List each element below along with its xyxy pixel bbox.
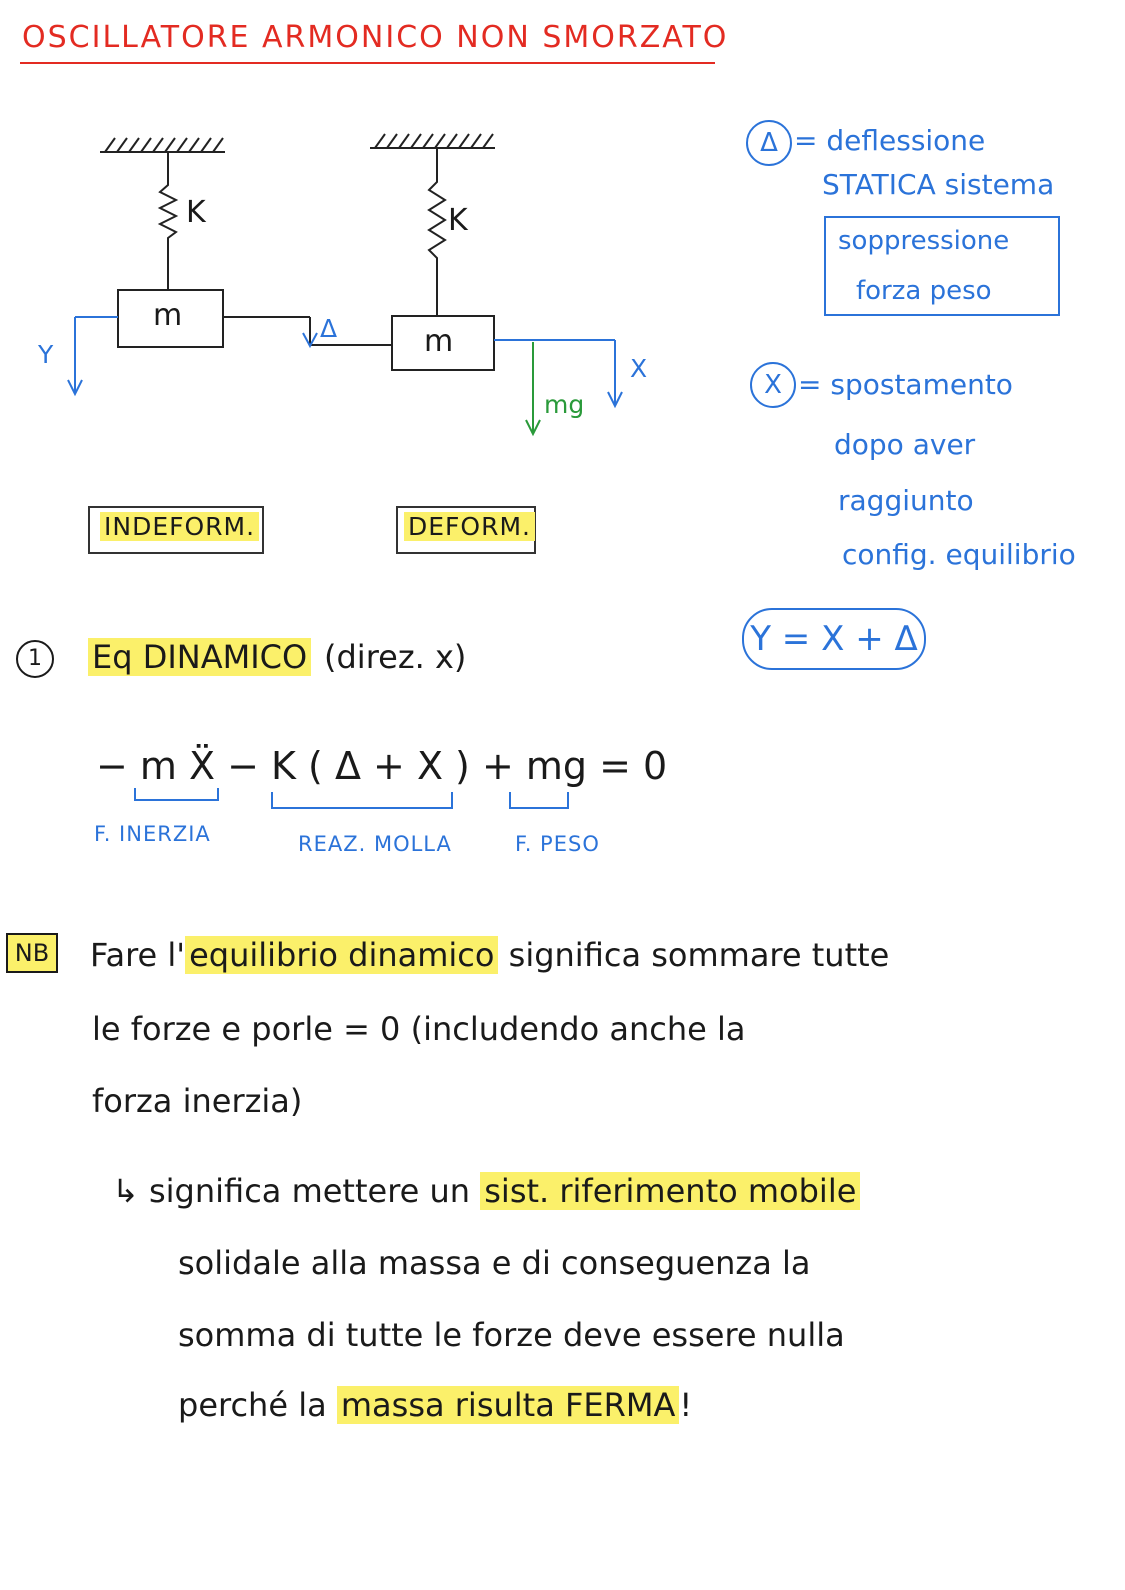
delta-label: Δ (320, 314, 338, 343)
x-symbol-circle: X (750, 362, 796, 408)
x-axis-label: X (630, 354, 648, 383)
nb-line-1: Fare l' equilibrio dinamico significa sommare tutte (90, 936, 890, 974)
delta-symbol-circle: Δ (746, 120, 792, 166)
dynamic-equation: − m Ẍ − K ( Δ + X ) + mg = 0 (96, 744, 668, 788)
spring-label-right: K (448, 203, 468, 238)
relation-formula: Y = X + Δ (742, 608, 926, 670)
x-def-2: dopo aver (834, 428, 976, 461)
section-number: 1 (16, 640, 54, 678)
mg-label: mg (544, 390, 585, 419)
mass-label-left: m (153, 298, 183, 333)
nb-sub-line-1: ↳ significa mettere un sist. riferimento mobile (112, 1172, 860, 1210)
page-title: OSCILLATORE ARMONICO NON SMORZATO (22, 20, 729, 55)
label-inertia: F. INERZIA (94, 822, 211, 846)
nb-line-2: le forze e porle = 0 (includendo anche la (92, 1010, 746, 1048)
label-weight: F. PESO (515, 832, 600, 856)
label-spring: REAZ. MOLLA (298, 832, 452, 856)
delta-def-2: STATICA sistema (822, 168, 1055, 201)
section-heading: Eq DINAMICO (88, 638, 311, 676)
x-def-3: raggiunto (838, 484, 974, 517)
mass-label-right: m (424, 324, 454, 359)
y-axis-label: Y (38, 340, 54, 369)
delta-note-1: soppressione (838, 226, 1010, 256)
deform-label: DEFORM. (404, 512, 535, 541)
nb-sub-line-4: perché la massa risulta FERMA ! (178, 1386, 693, 1424)
delta-def-1: = deflessione (794, 124, 986, 157)
x-def-4: config. equilibrio (842, 538, 1076, 571)
x-def-1: = spostamento (798, 368, 1013, 401)
nb-line-3: forza inerzia) (92, 1082, 303, 1120)
section-heading-suffix: (direz. x) (324, 638, 467, 676)
nb-sub-line-2: solidale alla massa e di conseguenza la (178, 1244, 811, 1282)
indeform-label: INDEFORM. (100, 512, 259, 541)
nb-sub-line-3: somma di tutte le forze deve essere nulla (178, 1316, 845, 1354)
spring-label-left: K (186, 195, 206, 230)
nb-tag: NB (6, 933, 58, 973)
delta-note-2: forza peso (856, 276, 992, 306)
